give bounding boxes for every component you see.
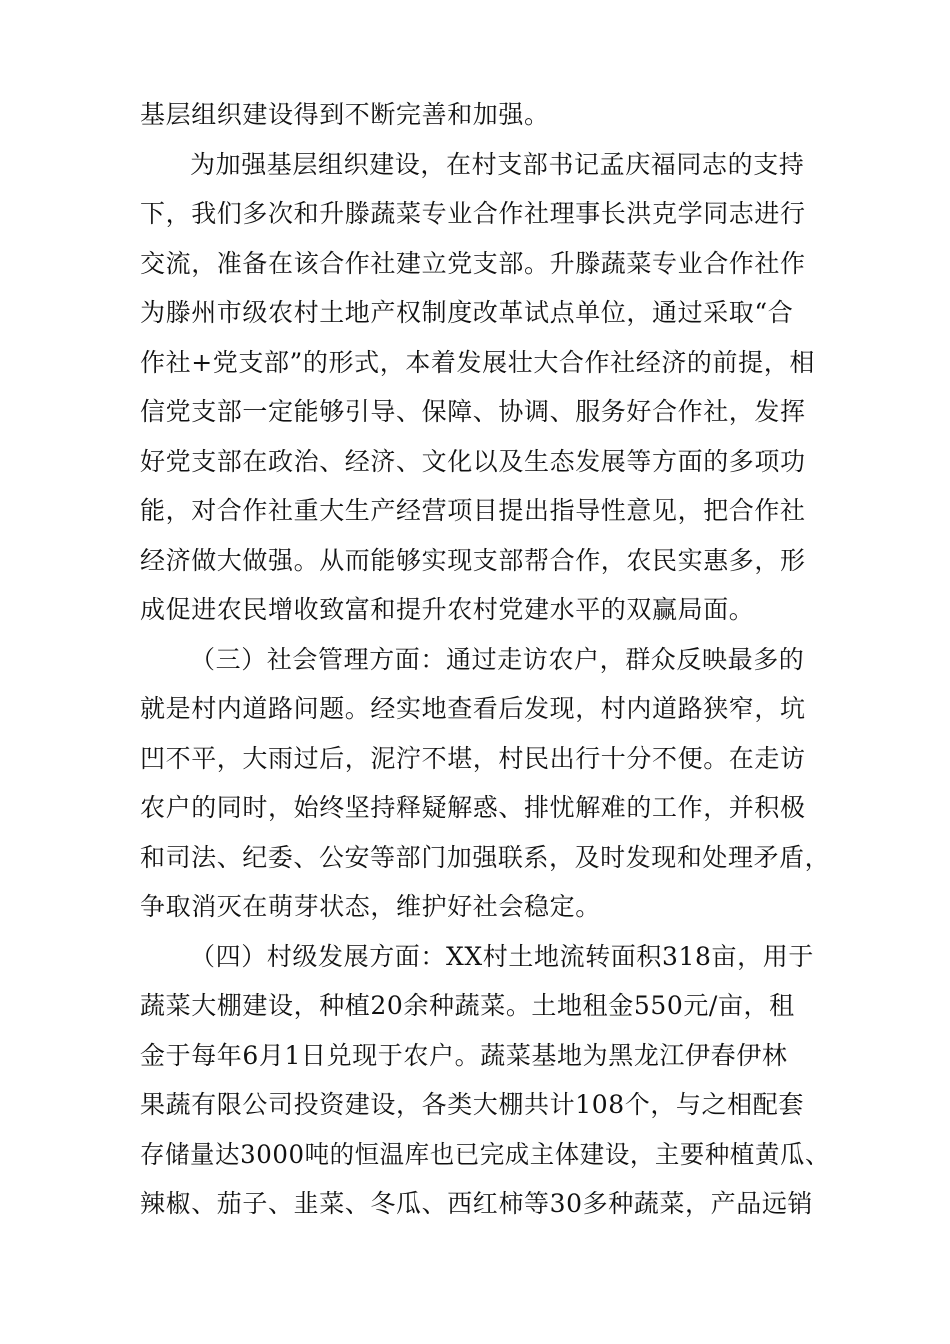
text-line-3: 下，我们多次和升滕蔬菜专业合作社理事长洪克学同志进行 bbox=[140, 199, 806, 228]
text-line-11: 成促进农民增收致富和提升农村党建水平的双赢局面。 bbox=[140, 595, 755, 624]
text-line-21: 果蔬有限公司投资建设，各类大棚共计108个，与之相配套 bbox=[140, 1090, 804, 1119]
text-line-2: 为加强基层组织建设，在村支部书记孟庆福同志的支持 bbox=[190, 150, 805, 179]
text-line-18: （四）村级发展方面：XX村土地流转面积318亩，用于 bbox=[190, 942, 814, 971]
text-line-17: 争取消灭在萌芽状态，维护好社会稳定。 bbox=[140, 892, 601, 921]
text-line-8: 好党支部在政治、经济、文化以及生态发展等方面的多项功 bbox=[140, 447, 806, 476]
text-line-6: 作社+党支部”的形式，本着发展壮大合作社经济的前提，相 bbox=[140, 348, 815, 377]
text-line-22: 存储量达3000吨的恒温库也已完成主体建设，主要种植黄瓜、 bbox=[140, 1140, 831, 1169]
text-line-4: 交流，准备在该合作社建立党支部。升滕蔬菜专业合作社作 bbox=[140, 249, 806, 278]
text-line-10: 经济做大做强。从而能够实现支部帮合作，农民实惠多，形 bbox=[140, 546, 806, 575]
text-line-16: 和司法、纪委、公安等部门加强联系，及时发现和处理矛盾， bbox=[140, 843, 831, 872]
text-line-7: 信党支部一定能够引导、保障、协调、服务好合作社，发挥 bbox=[140, 397, 806, 426]
text-line-23: 辣椒、茄子、韭菜、冬瓜、西红柿等30多种蔬菜，产品远销 bbox=[140, 1189, 814, 1218]
text-line-14: 凹不平，大雨过后，泥泞不堪，村民出行十分不便。在走访 bbox=[140, 744, 806, 773]
text-line-1: 基层组织建设得到不断完善和加强。 bbox=[140, 100, 550, 129]
text-line-20: 金于每年6月1日兑现于农户。蔬菜基地为黑龙江伊春伊林 bbox=[140, 1041, 788, 1070]
text-line-13: 就是村内道路问题。经实地查看后发现，村内道路狭窄，坑 bbox=[140, 694, 806, 723]
text-line-5: 为滕州市级农村土地产权制度改革试点单位，通过采取“合 bbox=[140, 298, 794, 327]
text-line-9: 能，对合作社重大生产经营项目提出指导性意见，把合作社 bbox=[140, 496, 806, 525]
text-line-12: （三）社会管理方面：通过走访农户，群众反映最多的 bbox=[190, 645, 805, 674]
text-line-15: 农户的同时，始终坚持释疑解惑、排忧解难的工作，并积极 bbox=[140, 793, 806, 822]
text-line-19: 蔬菜大棚建设，种植20余种蔬菜。土地租金550元/亩，租 bbox=[140, 991, 795, 1020]
